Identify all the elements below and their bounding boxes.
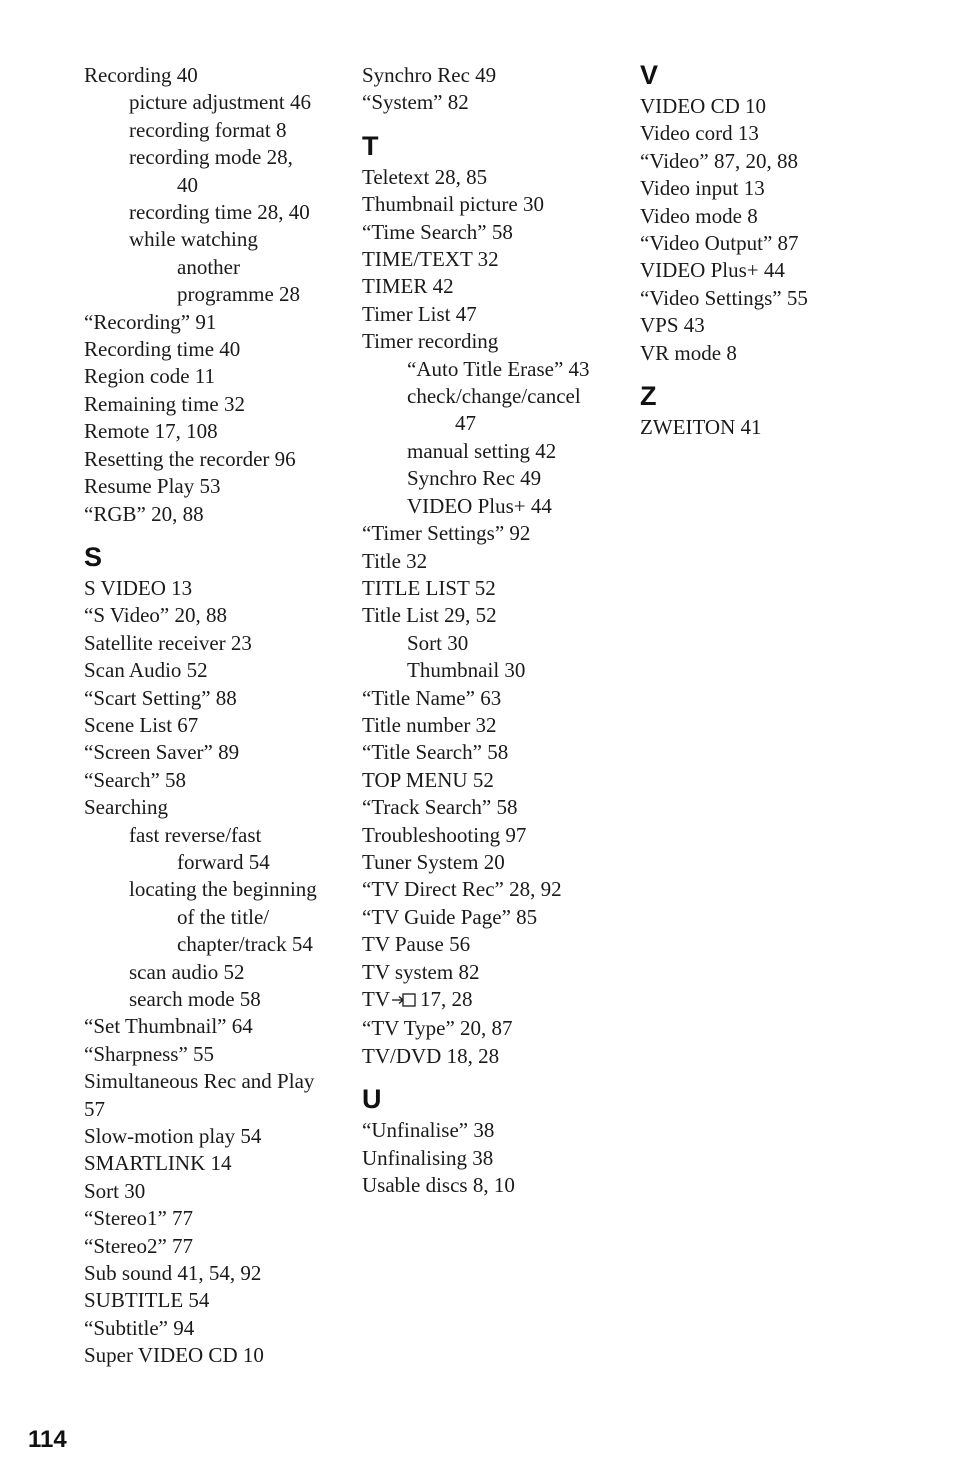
index-entry: “Scart Setting” 88 [84, 685, 237, 710]
index-subentry: forward 54 [177, 849, 270, 874]
index-entry: “Video” 87, 20, 88 [640, 148, 798, 173]
index-column-1 [84, 62, 354, 1370]
index-subentry: locating the beginning [129, 877, 317, 902]
index-subentry: manual setting 42 [407, 438, 557, 463]
section-letter: S [84, 541, 103, 572]
index-entry: “Set Thumbnail” 64 [84, 1014, 253, 1039]
index-entry: SUBTITLE 54 [84, 1288, 210, 1313]
index-entry: TV/DVD 18, 28 [362, 1043, 500, 1068]
index-entry: Usable discs 8, 10 [362, 1173, 515, 1198]
index-subentry: recording mode 28, [129, 145, 293, 170]
index-entry: TITLE LIST 52 [362, 575, 496, 600]
index-entry: VIDEO Plus+ 44 [640, 258, 785, 283]
index-subentry: chapter/track 54 [177, 932, 313, 957]
index-entry: Sub sound 41, 54, 92 [84, 1261, 262, 1286]
index-entry: Recording time 40 [84, 337, 241, 362]
index-subentry: picture adjustment 46 [129, 90, 311, 115]
index-subentry: scan audio 52 [129, 959, 245, 984]
index-entry: ZWEITON 41 [640, 415, 762, 440]
index-entry: Title number 32 [362, 712, 497, 737]
index-entry: Slow-motion play 54 [84, 1124, 262, 1149]
tv-input-icon [392, 988, 416, 1015]
index-column-3 [640, 62, 910, 441]
index-entry: “Title Name” 63 [362, 685, 502, 710]
index-entry: Timer List 47 [362, 301, 477, 326]
index-entry: Video cord 13 [640, 121, 759, 146]
index-entry: Resume Play 53 [84, 474, 221, 499]
index-entry: “Subtitle” 94 [84, 1315, 195, 1340]
index-subentry: another [177, 254, 240, 279]
index-entry: Scan Audio 52 [84, 658, 208, 683]
index-entry: VIDEO CD 10 [640, 94, 766, 118]
index-entry: “TV Direct Rec” 28, 92 [362, 877, 562, 902]
index-entry: TIMER 42 [362, 274, 454, 299]
index-subentry: fast reverse/fast [129, 822, 262, 847]
section-letter: T [362, 130, 379, 161]
index-entry: Searching [84, 795, 168, 820]
index-subentry: programme 28 [177, 282, 301, 307]
index-entry: Region code 11 [84, 364, 216, 389]
index-entry: “Screen Saver” 89 [84, 740, 240, 765]
index-entry: “RGB” 20, 88 [84, 501, 204, 526]
index-entry: Super VIDEO CD 10 [84, 1343, 264, 1368]
index-subentry: Thumbnail 30 [407, 658, 526, 683]
index-entry: “TV Type” 20, 87 [362, 1016, 513, 1041]
index-entry: “Title Search” 58 [362, 740, 509, 765]
index-entry: Sort 30 [84, 1178, 146, 1203]
index-entry: Satellite receiver 23 [84, 630, 252, 655]
index-entry: “S Video” 20, 88 [84, 603, 228, 628]
index-entry: Unfinalising 38 [362, 1145, 494, 1170]
index-entry: S VIDEO 13 [84, 575, 193, 600]
index-entry: TOP MENU 52 [362, 767, 494, 792]
index-entry: Thumbnail picture 30 [362, 192, 544, 217]
section-letter: V [640, 60, 659, 90]
index-entry: SMARTLINK 14 [84, 1151, 232, 1176]
section-letter: Z [640, 381, 657, 412]
index-entry [362, 986, 632, 1015]
index-entry: Video mode 8 [640, 203, 758, 228]
index-entry: “Stereo2” 77 [84, 1233, 194, 1258]
index-entry: “Stereo1” 77 [84, 1206, 194, 1231]
index-entry: Synchro Rec 49 [362, 63, 497, 87]
index-entry: Teletext 28, 85 [362, 164, 488, 189]
index-entry: “Time Search” 58 [362, 219, 513, 244]
index-entry: 57 [84, 1096, 105, 1121]
index-entry: “Search” 58 [84, 767, 187, 792]
index-entry: “Video Settings” 55 [640, 285, 808, 310]
index-entry: “System” 82 [362, 90, 469, 115]
index-entry-pages: 17, 28 [420, 987, 473, 1011]
index-entry: TV Pause 56 [362, 932, 471, 957]
index-subentry: recording format 8 [129, 117, 287, 142]
index-entry: “Track Search” 58 [362, 795, 518, 820]
index-entry: Troubleshooting 97 [362, 822, 527, 847]
index-subentry: Synchro Rec 49 [407, 466, 542, 491]
index-entry: Title List 29, 52 [362, 603, 497, 628]
index-subentry: “Auto Title Erase” 43 [407, 356, 590, 381]
index-entry: “Unfinalise” 38 [362, 1118, 495, 1143]
index-subentry: recording time 28, 40 [129, 200, 310, 225]
index-entry: Video input 13 [640, 176, 765, 201]
index-entry: “TV Guide Page” 85 [362, 904, 538, 929]
section-letter: U [362, 1084, 382, 1115]
index-entry: “Timer Settings” 92 [362, 521, 531, 546]
index-entry: Remaining time 32 [84, 391, 245, 416]
index-entry: “Recording” 91 [84, 309, 217, 334]
index-entry: VR mode 8 [640, 340, 737, 365]
index-entry: “Video Output” 87 [640, 231, 799, 256]
index-entry: Resetting the recorder 96 [84, 446, 296, 471]
index-entry-text: TV [362, 987, 390, 1011]
index-subentry: Sort 30 [407, 630, 469, 655]
index-subentry: check/change/cancel [407, 384, 581, 409]
index-subentry: 40 [177, 172, 198, 197]
index-subentry: of the title/ [177, 904, 270, 929]
index-entry: Tuner System 20 [362, 849, 505, 874]
index-subentry: while watching [129, 227, 258, 252]
index-column-2 [362, 62, 632, 1199]
index-entry: Remote 17, 108 [84, 419, 218, 444]
page-number: 114 [28, 1426, 67, 1453]
index-entry: VPS 43 [640, 313, 705, 338]
index-entry: “Sharpness” 55 [84, 1041, 215, 1066]
index-subentry: search mode 58 [129, 987, 261, 1011]
index-entry: Recording 40 [84, 63, 198, 87]
index-entry: Scene List 67 [84, 712, 199, 737]
index-entry: Simultaneous Rec and Play [84, 1069, 315, 1094]
index-entry: TIME/TEXT 32 [362, 247, 499, 272]
index-entry: Title 32 [362, 548, 428, 573]
index-entry: Timer recording [362, 329, 499, 354]
index-subentry: 47 [455, 411, 476, 436]
index-entry: TV system 82 [362, 959, 480, 984]
index-subentry: VIDEO Plus+ 44 [407, 493, 552, 518]
